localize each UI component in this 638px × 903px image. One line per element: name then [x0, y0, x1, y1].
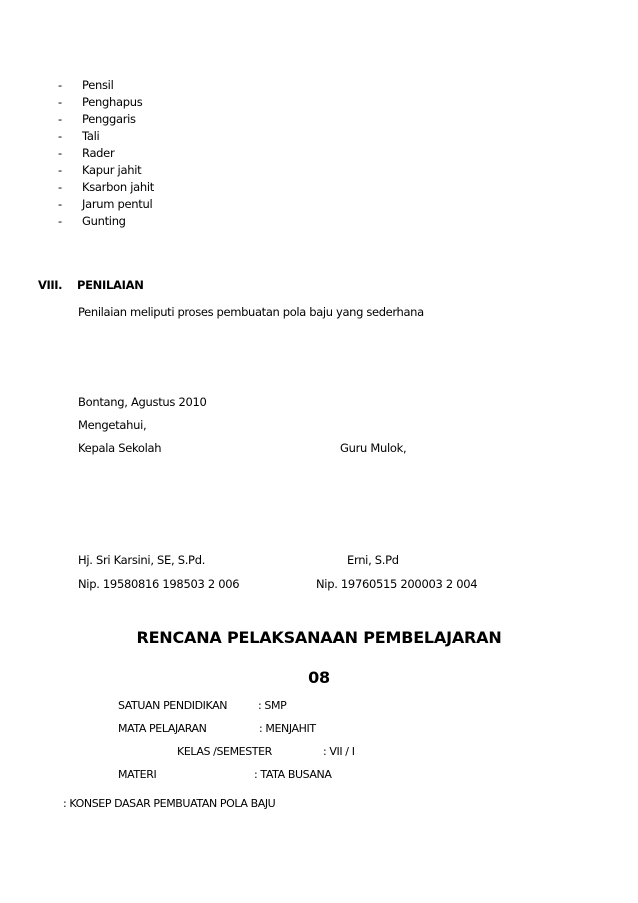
material-label: MATERI	[118, 768, 157, 781]
list-item: Pensil	[82, 78, 114, 92]
principal-name: Hj. Sri Karsini, SE, S.Pd.	[78, 553, 206, 567]
class-value: : VII / I	[323, 745, 355, 758]
list-item: Tali	[82, 129, 100, 143]
list-item: Penggaris	[82, 112, 136, 126]
list-bullet: -	[58, 197, 63, 211]
list-item: Rader	[82, 146, 115, 160]
section-number: VIII.	[38, 278, 63, 292]
material-value: : TATA BUSANA	[254, 768, 332, 781]
topic-line: : KONSEP DASAR PEMBUATAN POLA BAJU	[63, 797, 276, 810]
place-date: Bontang, Agustus 2010	[78, 395, 207, 409]
subject-value: : MENJAHIT	[259, 722, 316, 735]
list-item: Kapur jahit	[82, 163, 142, 177]
list-bullet: -	[58, 112, 63, 126]
list-item: Ksarbon jahit	[82, 180, 154, 194]
principal-role: Kepala Sekolah	[78, 441, 162, 455]
acknowledged-label: Mengetahui,	[78, 418, 147, 432]
list-bullet: -	[58, 95, 63, 109]
principal-nip: Nip. 19580816 198503 2 006	[78, 577, 240, 591]
rpp-number: 08	[308, 668, 330, 687]
list-bullet: -	[58, 146, 63, 160]
list-item: Gunting	[82, 214, 126, 228]
list-bullet: -	[58, 180, 63, 194]
school-value: : SMP	[258, 699, 287, 712]
subject-label: MATA PELAJARAN	[118, 722, 207, 735]
teacher-role: Guru Mulok,	[340, 441, 407, 455]
list-item: Penghapus	[82, 95, 143, 109]
list-bullet: -	[58, 163, 63, 177]
list-item: Jarum pentul	[82, 197, 153, 211]
list-bullet: -	[58, 129, 63, 143]
section-body: Penilaian meliputi proses pembuatan pola baju yang sederhana	[78, 305, 424, 319]
teacher-name: Erni, S.Pd	[347, 553, 399, 567]
class-label: KELAS /SEMESTER	[177, 745, 272, 758]
list-bullet: -	[58, 214, 63, 228]
list-bullet: -	[58, 78, 63, 92]
teacher-nip: Nip. 19760515 200003 2 004	[316, 577, 478, 591]
section-title: PENILAIAN	[77, 278, 144, 292]
rpp-title: RENCANA PELAKSANAAN PEMBELAJARAN	[136, 628, 502, 647]
school-label: SATUAN PENDIDIKAN	[118, 699, 228, 712]
